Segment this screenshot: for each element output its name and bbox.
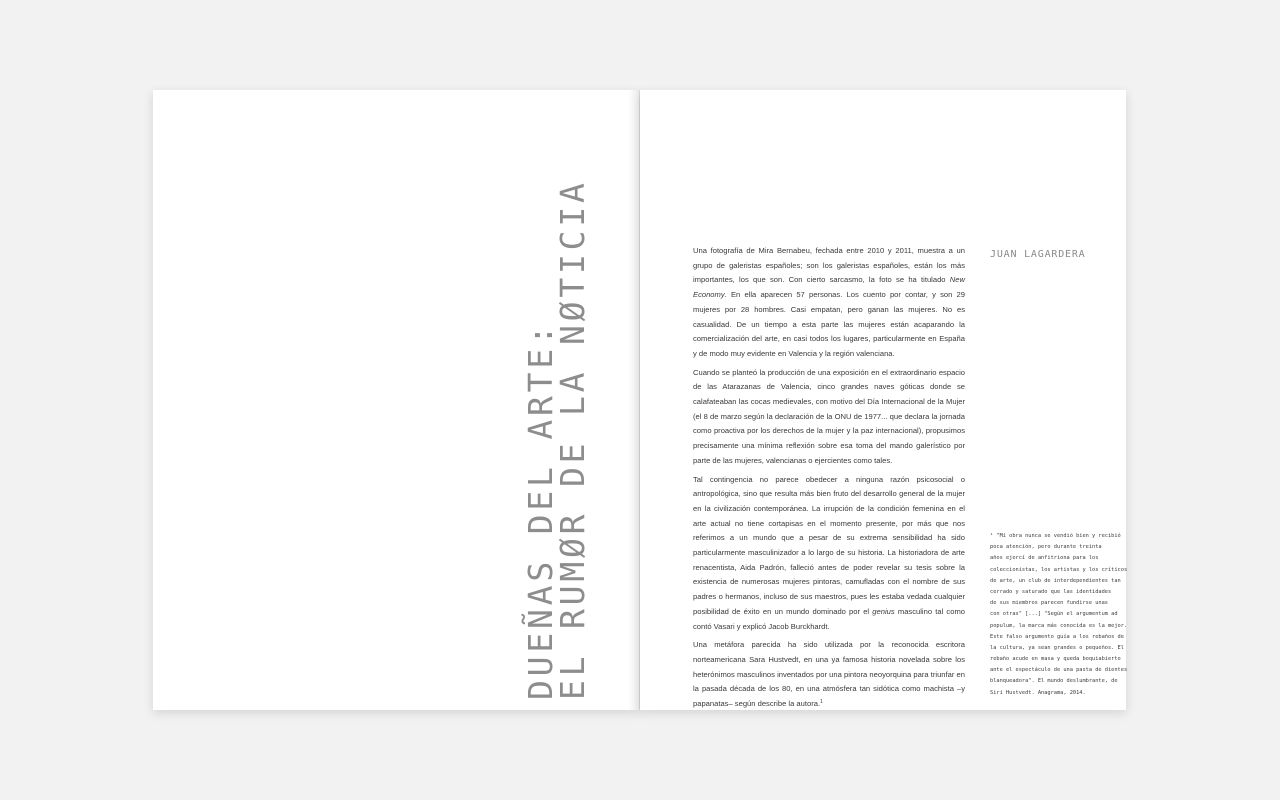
- title-line-1: DUEÑAS DEL ARTE:: [521, 321, 560, 700]
- footnote-line: de sus miembros parecen fundirse unas: [990, 600, 1108, 607]
- footnote-line: poca atención, pero durante treinta: [990, 544, 1102, 551]
- author-name: JUAN LAGARDERA: [990, 249, 1086, 260]
- footnote-line: Este falso argumento guía a los rebaños de: [990, 633, 1124, 640]
- article-body: [693, 244, 965, 716]
- paragraph: Una metáfora parecida ha sido utilizada por la reconocida escritora norteamericana Sara Hustvedt, en una ya famosa historia novelada sobre los heterónimos masculinos inventados por una pintora neoyorquina para triunfar en la pasada década de los 80, en una atmósfera tan sidótica como machista –y papanatas– según describe la autora.$^1$: [693, 640, 965, 709]
- footnote-line: la cultura, ya sean grandes o pequeños. El: [990, 644, 1124, 651]
- title-line-2: EL RUMØR DE LA NØTICIA: [553, 179, 592, 700]
- footnote-line: con otras" [...] "Según el argumentum ad: [990, 611, 1118, 618]
- footnote-line: de arte, un club de interdependientes tan: [990, 577, 1121, 584]
- footnote-line: ante el espectáculo de una pasta de dientes: [990, 667, 1128, 674]
- footnote-line: populum, la marca más conocida es la mejor.: [990, 622, 1128, 629]
- footnote-line: Siri Hustvedt. Anagrama, 2014.: [990, 689, 1086, 696]
- footnote-line: rebaño acude en masa y queda boquiabierto: [990, 656, 1121, 663]
- footnote-line: ¹ "Mi obra nunca se vendió bien y recibió: [990, 533, 1121, 539]
- footnote-line: años ejercí de anfitriona para los: [990, 555, 1099, 562]
- footnote-line: coleccionistas, los artistas y los críticos: [990, 566, 1128, 573]
- footnote-line: blanqueadora". El mundo deslumbrante, de: [990, 678, 1118, 685]
- footnote-marker: 1: [820, 699, 823, 706]
- footnote-line: cerrado y saturado que las identidades: [990, 588, 1112, 595]
- paragraph: Cuando se planteó la producción de una exposición en el extraordinario espacio de las Atarazanas de Valencia, cinco grandes naves góticas donde se calafateaban las cocas medievales, con motivo del Día Internacional de la Mujer (el 8 de marzo según la declaración de la ONU de 1977... que declara la jornada como proactiva por los derechos de la mujer y la paz internacional), propusimos precisamente una mínima reflexión sobre esa toma del mando galerístico por parte de las mujeres, valencianas o ejercientes como tales.: [693, 367, 965, 465]
- footnote: [990, 531, 1128, 699]
- paragraph: Una fotografía de Mira Bernabeu, fechada entre 2010 y 2011, muestra a un grupo de galeristas españoles; son los galeristas españoles, están los más importantes, los que son. Con cierto sarcasmo, la foto se ha titulado New Economy. En ella aparecen 57 personas. Los cuento por contar, y son 29 mujeres por 28 hombres. Casi empatan, pero ganan las mujeres. No es casualidad. De un tiempo a esta parte las mujeres están acaparando la comercialización del arte, en casi todos los lugares, particularmente en España y de modo muy evidente en Valencia y la región valenciana.: [693, 246, 965, 358]
- paragraph: Tal contingencia no parece obedecer a ninguna razón psicosocial o antropológica, sino que resulta más bien fruto del desarrollo general de la mujer en la civilización contemporánea. La irrupción de la condición femenina en el arte actual no tiene cortapisas en el momento presente, por más que nos referimos a un mundo que a pesar de su extrema sensibilidad ha sido particularmente masculinizador a lo largo de su historia. La historiadora de arte renacentista, Aida Padrón, falleció antes de poder revelar su tesis sobre la existencia de numerosas mujeres pintoras, camufladas con el nombre de sus padres o hermanos, incluso de sus maestros, pues les estaba vedada cualquier posibilidad de éxito en un mundo dominado por el genius masculino tal como contó Vasari y explicó Jacob Burckhardt.: [693, 474, 965, 631]
- book-gutter: [628, 90, 640, 710]
